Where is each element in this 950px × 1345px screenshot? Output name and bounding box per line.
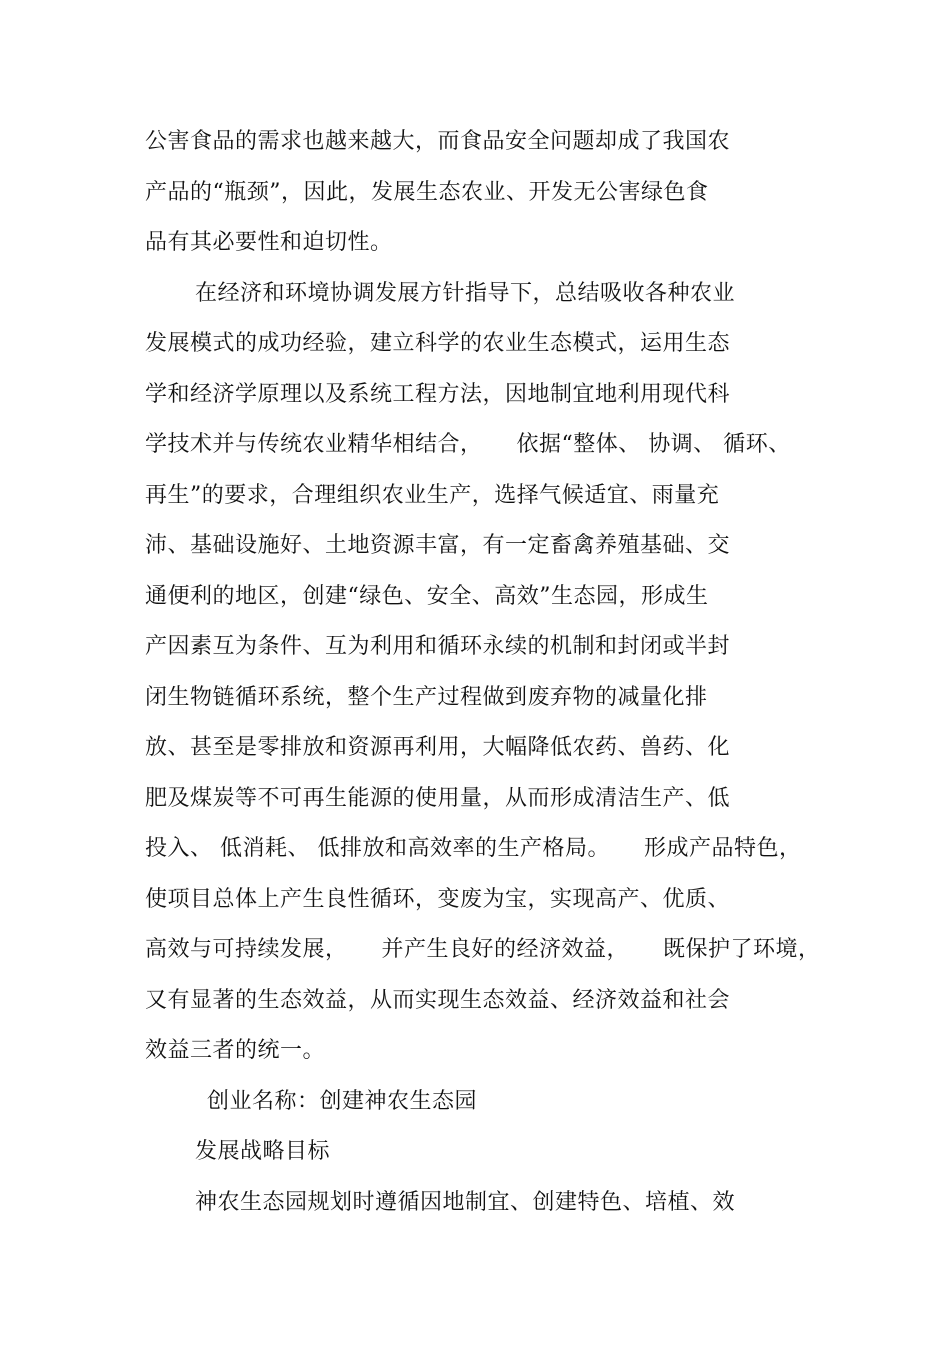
text-line: 通便利的地区，创建“绿色、安全、高效”生态园，形成生 [145, 584, 709, 609]
text-line: 再生”的要求，合理组织农业生产，选择气候适宜、雨量充 [145, 483, 720, 508]
venture-name: 创业名称：创建神农生态园 [207, 1089, 478, 1114]
text-line: 学和经济学原理以及系统工程方法，因地制宜地利用现代科 [145, 382, 731, 407]
text-line: 又有显著的生态效益，从而实现生态效益、经济效益和社会 [145, 988, 731, 1013]
text-line: 产因素互为条件、互为利用和循环永续的机制和封闭或半封 [145, 634, 731, 659]
paragraph-start-line: 神农生态园规划时遵循因地制宜、创建特色、培植、效 [195, 1190, 736, 1215]
text-line: 肥及煤炭等不可再生能源的使用量，从而形成清洁生产、低 [145, 786, 731, 811]
text-line: 高效与可持续发展， 并产生良好的经济效益， 既保护了环境， [145, 937, 821, 962]
text-line: 闭生物链循环系统，整个生产过程做到废弃物的减量化排 [145, 685, 708, 710]
paragraph-start-line: 在经济和环境协调发展方针指导下，总结吸收各种农业 [195, 281, 736, 306]
text-line: 投入、 低消耗、 低排放和高效率的生产格局。 形成产品特色， [145, 836, 802, 861]
text-line: 品有其必要性和迫切性。 [145, 230, 393, 255]
text-line: 产品的“瓶颈”，因此，发展生态农业、开发无公害绿色食 [145, 180, 709, 205]
text-line: 沛、基础设施好、土地资源丰富，有一定畜禽养殖基础、交 [145, 533, 731, 558]
text-line: 学技术并与传统农业精华相结合， 依据“整体、 协调、 循环、 [145, 432, 791, 457]
text-line: 使项目总体上产生良性循环，变废为宝，实现高产、优质、 [145, 887, 731, 912]
text-line: 发展模式的成功经验，建立科学的农业生态模式，运用生态 [145, 331, 731, 356]
text-line: 公害食品的需求也越来越大，而食品安全问题却成了我国农 [145, 129, 731, 154]
section-heading: 发展战略目标 [195, 1139, 331, 1164]
text-line: 效益三者的统一。 [145, 1038, 326, 1063]
text-line: 放、甚至是零排放和资源再利用，大幅降低农药、兽药、化 [145, 735, 731, 760]
